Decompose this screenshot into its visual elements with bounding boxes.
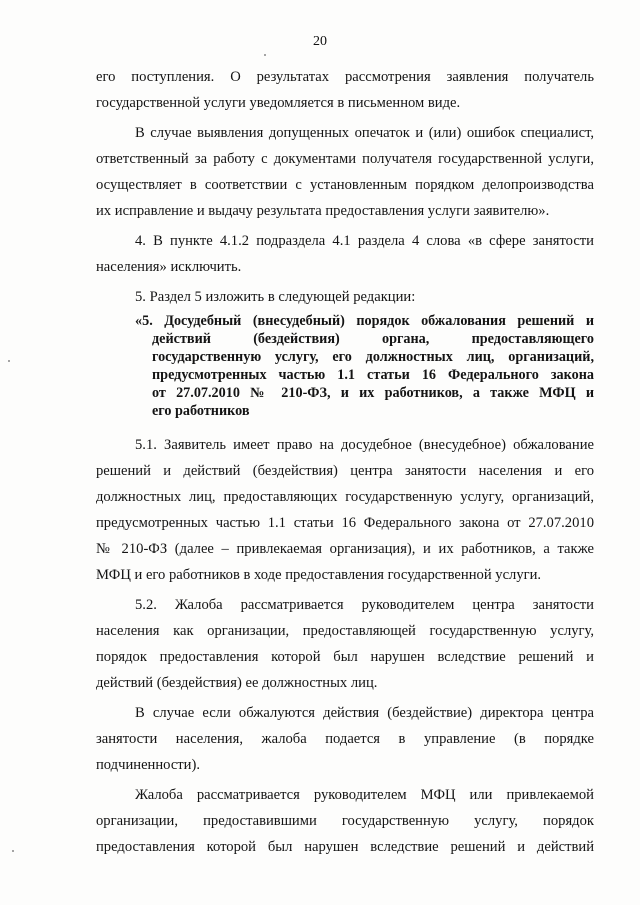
page-number: 20 [313,34,327,49]
body-text-line: его поступления. О результатах рассмотрения заявления получатель [96,69,594,85]
body-text-line: МФЦ и его работников в ходе предоставления государственной услуги. [96,567,542,583]
scan-speck [12,850,14,852]
body-text-line: ответственный за работу с документами получателя государственной услуги, [96,151,594,167]
body-text-line: решений и действий (бездействия) центра занятости населения и его [96,463,594,479]
body-text-line: № 210-ФЗ (далее – привлекаемая организация), и их работников, а также [96,541,594,557]
body-text-line: В случае выявления допущенных опечаток и (или) ошибок специалист, [135,125,594,141]
section-heading-line: «5. Досудебный (внесудебный) порядок обжалования решений и [135,313,594,329]
scan-speck [264,54,266,56]
body-text-line: предусмотренных частью 1.1 статьи 16 Федерального закона от 27.07.2010 [96,515,594,531]
section-heading-line: его работников [152,403,250,419]
body-text-line: 4. В пункте 4.1.2 подраздела 4.1 раздела 4 слова «в сфере занятости [135,233,594,249]
body-text-line: 5.1. Заявитель имеет право на досудебное (внесудебное) обжалование [135,437,594,453]
body-text-line: осуществляет в соответствии с установленным порядком делопроизводства [96,177,594,193]
section-heading-line: предусмотренных частью 1.1 статьи 16 Федерального закона [152,367,594,383]
body-text-line: населения как организации, предоставляющей государственную услугу, [96,623,594,639]
section-heading-line: от 27.07.2010 № 210-ФЗ, и их работников, а также МФЦ и [152,385,594,401]
body-text-line: их исправление и выдачу результата предоставления услуги заявителю». [96,203,550,219]
body-text-line: Жалоба рассматривается руководителем МФЦ или привлекаемой [135,787,594,803]
body-text-line: предоставления которой был нарушен вследствие решений и действий [96,839,594,855]
body-text-line: подчиненности). [96,757,201,773]
section-heading-line: действий (бездействия) органа, предоставляющего [152,331,594,347]
body-text-line: должностных лиц, предоставляющих государственную услугу, организаций, [96,489,594,505]
body-text-line: государственной услуги уведомляется в письменном виде. [96,95,461,111]
body-text-line: 5. Раздел 5 изложить в следующей редакции: [135,289,416,305]
body-text-line: занятости населения, жалоба подается в управление (в порядке [96,731,594,747]
body-text-line: организации, предоставившими государственную услугу, порядок [96,813,594,829]
section-heading-line: государственную услугу, его должностных лиц, организаций, [152,349,594,365]
body-text-line: 5.2. Жалоба рассматривается руководителем центра занятости [135,597,594,613]
body-text-line: В случае если обжалуются действия (бездействие) директора центра [135,705,594,721]
scan-speck [8,360,10,362]
body-text-line: порядок предоставления которой был нарушен вследствие решений и [96,649,594,665]
body-text-line: населения» исключить. [96,259,242,275]
body-text-line: действий (бездействия) ее должностных лиц. [96,675,378,691]
